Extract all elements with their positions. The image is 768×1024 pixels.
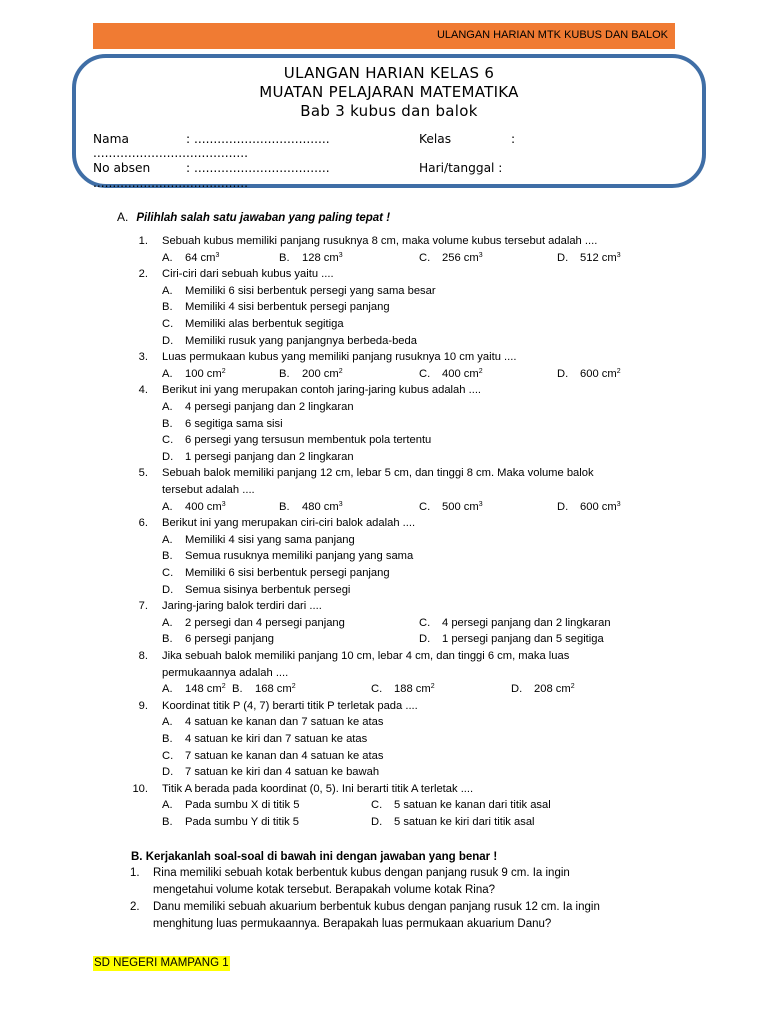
option-text: 200 cm bbox=[302, 367, 339, 380]
option-letter: D. bbox=[162, 334, 174, 347]
title-line-3: Bab 3 kubus dan balok bbox=[300, 102, 478, 120]
nama-label: Nama bbox=[93, 132, 129, 146]
option-text: Pada sumbu Y di titik 5 bbox=[185, 816, 300, 828]
section-a-instruction: Pilihlah salah satu jawaban yang paling tepat ! bbox=[136, 212, 391, 224]
option-letter: C. bbox=[162, 434, 174, 447]
option-superscript: 3 bbox=[215, 251, 220, 259]
question-text: Ciri-ciri dari sebuah kubus yaitu .... bbox=[162, 268, 334, 281]
answer-option bbox=[162, 567, 390, 579]
option-text: 6 persegi yang tersusun membentuk pola tertentu bbox=[185, 434, 432, 447]
absen-continuation: ........................................ bbox=[93, 176, 248, 190]
option-superscript: 3 bbox=[338, 251, 343, 259]
option-letter: C. bbox=[162, 318, 174, 330]
option-letter: C. bbox=[371, 799, 383, 812]
option-letter: B. bbox=[232, 683, 243, 696]
answer-option bbox=[162, 816, 299, 828]
option-superscript: 2 bbox=[430, 683, 435, 691]
option-letter: D. bbox=[557, 251, 569, 264]
option-text: Memiliki 6 sisi berbentuk persegi panjang bbox=[185, 567, 390, 579]
option-text: Semua sisinya berbentuk persegi bbox=[185, 583, 351, 596]
option-letter: A. bbox=[162, 799, 173, 812]
header-bar-text: ULANGAN HARIAN MTK KUBUS DAN BALOK bbox=[436, 29, 668, 41]
essay-number: 2. bbox=[130, 901, 140, 913]
kelas-separator: : bbox=[511, 132, 516, 146]
question-text: Sebuah balok memiliki panjang 12 cm, lebar 5 cm, dan tinggi 8 cm. Maka volume balok bbox=[162, 467, 594, 480]
option-letter: C. bbox=[419, 251, 431, 264]
option-letter: D. bbox=[557, 500, 569, 513]
option-letter: A. bbox=[162, 251, 173, 264]
answer-option bbox=[162, 368, 226, 380]
answer-option bbox=[162, 451, 354, 463]
answer-option bbox=[162, 434, 431, 446]
answer-option bbox=[162, 501, 226, 513]
option-superscript: 3 bbox=[478, 500, 483, 508]
option-text: 5 satuan ke kanan dari titik asal bbox=[394, 799, 551, 812]
answer-option bbox=[511, 683, 575, 695]
option-letter: B. bbox=[162, 550, 173, 563]
option-text: Memiliki 4 sisi yang sama panjang bbox=[185, 533, 355, 546]
header-bar bbox=[93, 23, 675, 49]
option-letter: C. bbox=[162, 749, 174, 762]
option-superscript: 2 bbox=[338, 367, 343, 375]
answer-option bbox=[557, 501, 621, 513]
option-letter: A. bbox=[162, 367, 173, 380]
option-text: 64 cm bbox=[185, 251, 216, 264]
option-text: 400 cm bbox=[185, 500, 222, 513]
option-text: 7 satuan ke kanan dan 4 satuan ke atas bbox=[185, 749, 384, 762]
answer-option bbox=[162, 766, 379, 778]
title-line-1: ULANGAN HARIAN KELAS 6 bbox=[283, 64, 495, 82]
option-superscript: 3 bbox=[221, 500, 226, 508]
option-text: 4 satuan ke kanan dan 7 satuan ke atas bbox=[185, 716, 384, 729]
option-letter: A. bbox=[162, 533, 173, 546]
option-letter: B. bbox=[162, 417, 173, 430]
option-letter: D. bbox=[419, 633, 431, 646]
question-number: 1. bbox=[138, 235, 148, 247]
answer-option bbox=[279, 501, 343, 513]
option-letter: C. bbox=[371, 683, 383, 696]
option-superscript: 2 bbox=[570, 683, 575, 691]
question-number: 6. bbox=[138, 517, 148, 530]
option-text: 168 cm bbox=[255, 683, 292, 696]
section-b-heading: B. Kerjakanlah soal-soal di bawah ini dengan jawaban yang benar ! bbox=[131, 851, 498, 863]
option-text: 500 cm bbox=[442, 500, 479, 513]
option-superscript: 3 bbox=[616, 251, 621, 259]
option-letter: A. bbox=[162, 284, 173, 297]
answer-option bbox=[162, 633, 274, 645]
absen-value: : ................................... bbox=[186, 161, 330, 175]
question-text-continued: permukaannya adalah .... bbox=[162, 666, 289, 679]
option-text: 6 persegi panjang bbox=[185, 633, 274, 646]
answer-option bbox=[419, 501, 483, 513]
answer-option bbox=[557, 252, 621, 264]
option-text: 512 cm bbox=[580, 251, 617, 264]
question-number: 4. bbox=[138, 384, 148, 397]
option-text: Memiliki rusuk yang panjangnya berbeda-beda bbox=[185, 334, 417, 347]
option-letter: C. bbox=[419, 500, 431, 513]
option-letter: D. bbox=[162, 450, 174, 463]
answer-option bbox=[162, 301, 390, 313]
essay-text: Rina memiliki sebuah kotak berbentuk kubus dengan panjang rusuk 9 cm. Ia ingin bbox=[153, 867, 570, 879]
option-text: 600 cm bbox=[580, 500, 617, 513]
option-letter: A. bbox=[162, 500, 173, 513]
nama-continuation: ........................................ bbox=[93, 146, 248, 160]
option-text: 7 satuan ke kiri dan 4 satuan ke bawah bbox=[185, 766, 380, 779]
question-number: 2. bbox=[138, 268, 148, 281]
question-number: 3. bbox=[138, 351, 148, 364]
absen-label: No absen bbox=[93, 161, 151, 175]
option-superscript: 3 bbox=[338, 500, 343, 508]
option-letter: A. bbox=[162, 683, 173, 696]
option-letter: C. bbox=[162, 567, 174, 579]
answer-option bbox=[162, 534, 355, 546]
question-number: 9. bbox=[138, 699, 148, 712]
option-text: Memiliki 4 sisi berbentuk persegi panjang bbox=[185, 301, 390, 314]
essay-text: Danu memiliki sebuah akuarium berbentuk kubus dengan panjang rusuk 12 cm. Ia ingin bbox=[153, 901, 600, 913]
answer-option bbox=[162, 318, 344, 330]
answer-option bbox=[162, 252, 219, 264]
option-letter: D. bbox=[162, 583, 174, 596]
question-text: Berikut ini yang merupakan ciri-ciri balok adalah .... bbox=[162, 517, 416, 530]
question-text: Luas permukaan kubus yang memiliki panjang rusuknya 10 cm yaitu .... bbox=[162, 351, 517, 364]
option-superscript: 3 bbox=[478, 251, 483, 259]
answer-option bbox=[162, 617, 345, 629]
answer-option bbox=[419, 617, 611, 629]
option-text: 400 cm bbox=[442, 367, 479, 380]
option-letter: B. bbox=[279, 367, 290, 380]
answer-option bbox=[162, 750, 383, 762]
answer-option bbox=[419, 252, 483, 264]
option-superscript: 2 bbox=[478, 367, 483, 375]
option-text: 148 cm bbox=[185, 683, 222, 696]
option-letter: D. bbox=[511, 683, 523, 696]
question-text-continued: tersebut adalah .... bbox=[162, 484, 255, 496]
section-a-letter: A. bbox=[117, 210, 129, 224]
answer-option bbox=[279, 368, 343, 380]
option-text: 480 cm bbox=[302, 500, 339, 513]
option-text: 2 persegi dan 4 persegi panjang bbox=[185, 616, 345, 629]
option-letter: D. bbox=[557, 367, 569, 380]
option-letter: B. bbox=[162, 633, 173, 646]
option-text: 5 satuan ke kiri dari titik asal bbox=[394, 816, 535, 828]
option-superscript: 3 bbox=[616, 500, 621, 508]
question-text: Sebuah kubus memiliki panjang rusuknya 8 cm, maka volume kubus tersebut adalah .... bbox=[162, 235, 598, 247]
option-text: 6 segitiga sama sisi bbox=[185, 417, 283, 430]
answer-option bbox=[419, 368, 483, 380]
option-text: 600 cm bbox=[580, 367, 617, 380]
answer-option bbox=[419, 633, 604, 645]
answer-option bbox=[162, 799, 299, 811]
answer-option bbox=[232, 683, 296, 695]
option-letter: B. bbox=[279, 251, 290, 264]
answer-option bbox=[279, 252, 343, 264]
question-number: 7. bbox=[138, 600, 148, 613]
answer-option bbox=[162, 683, 226, 695]
option-letter: A. bbox=[162, 716, 173, 729]
essay-text-continued: menghitung luas permukaannya. Berapakah luas permukaan akuarium Danu? bbox=[153, 918, 552, 930]
option-letter: A. bbox=[162, 401, 173, 413]
hari-tanggal-label: Hari/tanggal : bbox=[419, 161, 503, 175]
option-letter: D. bbox=[371, 816, 383, 828]
option-text: 4 persegi panjang dan 2 lingkaran bbox=[442, 616, 611, 629]
answer-option bbox=[162, 418, 283, 430]
essay-text-continued: mengetahui volume kotak tersebut. Berapakah volume kotak Rina? bbox=[153, 884, 496, 896]
option-letter: B. bbox=[279, 500, 290, 513]
title-line-2: MUATAN PELAJARAN MATEMATIKA bbox=[259, 83, 519, 101]
section-a-heading bbox=[117, 210, 390, 224]
essay-number: 1. bbox=[130, 867, 140, 879]
option-superscript: 2 bbox=[291, 683, 296, 691]
question-number: 8. bbox=[138, 650, 148, 662]
option-superscript: 2 bbox=[221, 367, 226, 375]
option-text: Memiliki alas berbentuk segitiga bbox=[185, 318, 344, 330]
option-text: Pada sumbu X di titik 5 bbox=[185, 799, 300, 812]
option-text: 256 cm bbox=[442, 251, 479, 264]
option-letter: C. bbox=[419, 367, 431, 380]
answer-option bbox=[162, 285, 436, 297]
option-letter: A. bbox=[162, 616, 173, 629]
option-letter: B. bbox=[162, 301, 173, 314]
question-text: Berikut ini yang merupakan contoh jaring-jaring kubus adalah .... bbox=[162, 384, 482, 397]
question-number: 5. bbox=[138, 467, 148, 480]
option-text: Semua rusuknya memiliki panjang yang sama bbox=[185, 550, 414, 563]
option-text: 208 cm bbox=[534, 683, 571, 696]
answer-option bbox=[371, 816, 535, 828]
question-text: Jaring-jaring balok terdiri dari .... bbox=[162, 600, 322, 613]
option-letter: C. bbox=[419, 616, 431, 629]
answer-option bbox=[371, 683, 435, 695]
answer-option bbox=[162, 401, 354, 413]
option-superscript: 2 bbox=[616, 367, 621, 375]
nama-value: : ................................... bbox=[186, 132, 330, 146]
option-text: 100 cm bbox=[185, 367, 222, 380]
option-letter: D. bbox=[162, 766, 174, 779]
question-text: Jika sebuah balok memiliki panjang 10 cm, lebar 4 cm, dan tinggi 6 cm, maka luas bbox=[162, 650, 570, 662]
option-text: 4 satuan ke kiri dan 7 satuan ke atas bbox=[185, 733, 368, 745]
answer-option bbox=[371, 799, 551, 811]
answer-option bbox=[162, 335, 417, 347]
option-text: 1 persegi panjang dan 2 lingkaran bbox=[185, 450, 354, 463]
option-text: 128 cm bbox=[302, 251, 339, 264]
option-text: 4 persegi panjang dan 2 lingkaran bbox=[185, 401, 354, 413]
question-text: Koordinat titik P (4, 7) berarti titik P terletak pada .... bbox=[162, 699, 418, 712]
answer-option bbox=[162, 550, 413, 562]
option-letter: B. bbox=[162, 733, 173, 745]
option-text: Memiliki 6 sisi berbentuk persegi yang sama besar bbox=[185, 284, 436, 297]
option-superscript: 2 bbox=[221, 683, 226, 691]
answer-option bbox=[557, 368, 621, 380]
question-text: Titik A berada pada koordinat (0, 5). Ini berarti titik A terletak .... bbox=[162, 782, 474, 795]
school-name-footer: SD NEGERI MAMPANG 1 bbox=[94, 957, 229, 969]
kelas-label: Kelas bbox=[419, 132, 452, 146]
option-text: 1 persegi panjang dan 5 segitiga bbox=[442, 633, 604, 646]
answer-option bbox=[162, 716, 383, 728]
option-letter: B. bbox=[162, 816, 173, 828]
answer-option bbox=[162, 584, 350, 596]
option-text: 188 cm bbox=[394, 683, 431, 696]
question-number: 10. bbox=[132, 782, 148, 795]
answer-option bbox=[162, 733, 367, 745]
